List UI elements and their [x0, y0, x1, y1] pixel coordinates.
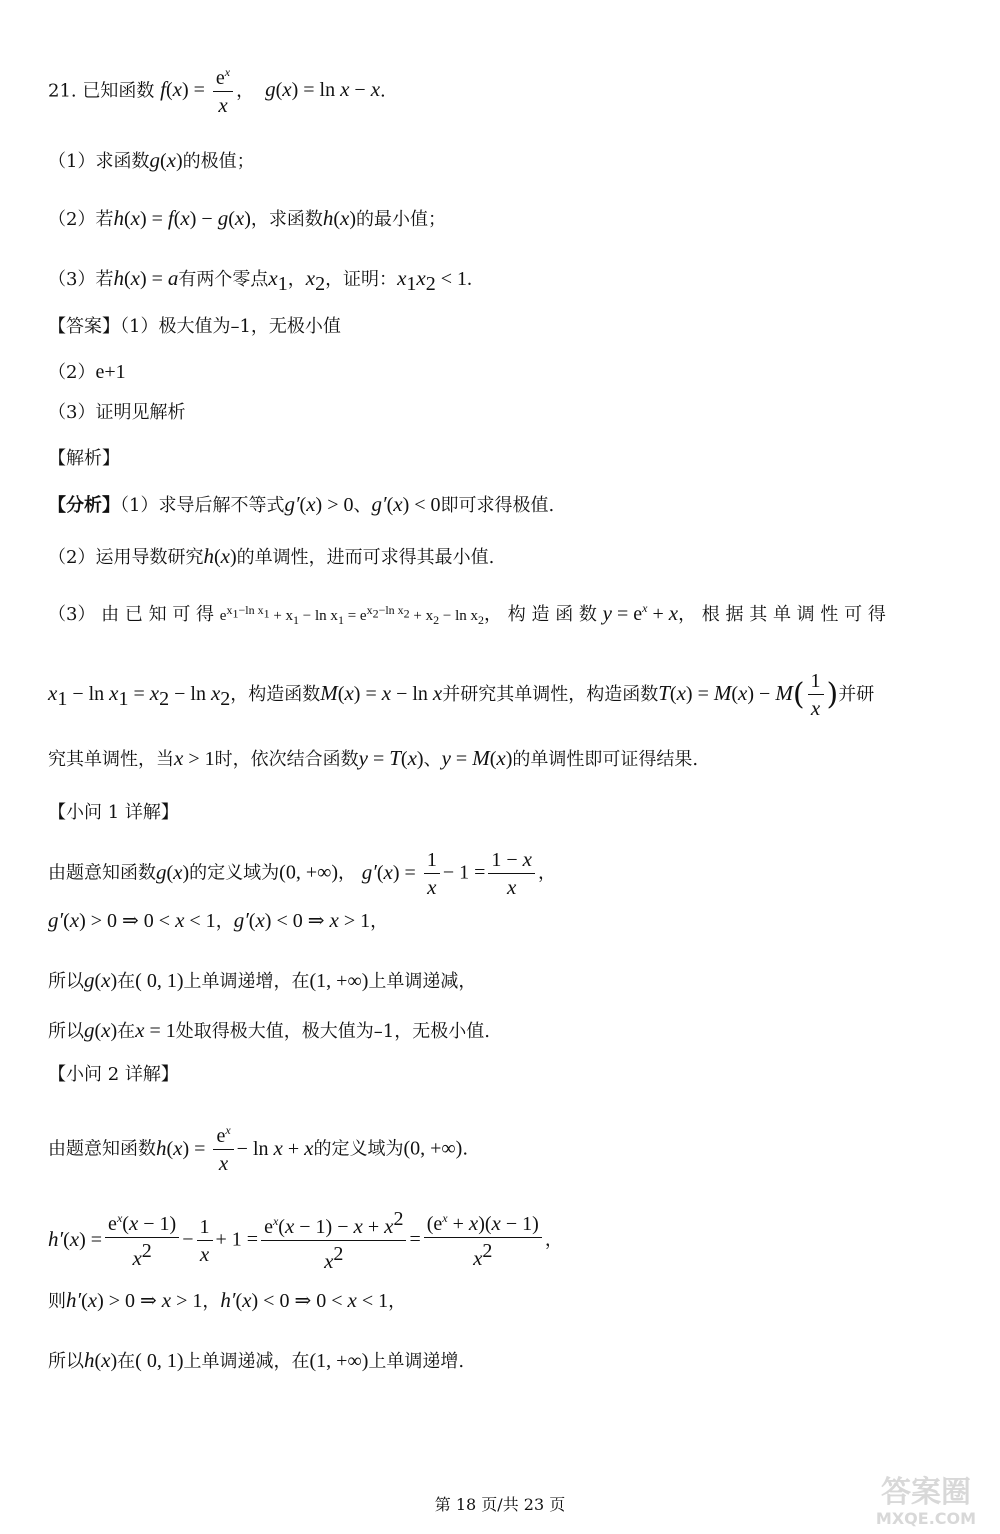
f-definition: f(x) = $\frac{e^x}{x}$	[160, 77, 236, 101]
problem-part-1: （1）求函数g(x)的极值；	[48, 148, 255, 172]
problem-part-3: （3）若h(x) = a有两个零点$x_1$，$x_2$，证明：$x_1x_2 < 1$.	[48, 266, 472, 296]
step2-tag: 【小问 2 详解】	[48, 1064, 179, 1085]
problem-statement: 21. 已知函数 f(x) = $\frac{e^x}{x}$ ， g(x) = ln x − x.	[48, 65, 386, 118]
step1-line-4: 所以g(x)在x = 1处取得极大值，极大值为–1，无极小值.	[48, 1018, 490, 1042]
watermark-logo	[866, 1470, 986, 1528]
step1-line-2: g′(x) > 0 ⇒ 0 < x < 1，g′(x) < 0 ⇒ x > 1，	[48, 908, 389, 932]
answer-line-2: （2）e+1	[48, 361, 126, 383]
step2-line-4: 所以h(x)在( 0, 1)上单调递减，在(1, +∞)上单调递增.	[48, 1348, 465, 1372]
analysis-line-4: $x_1 - \ln x_1 = x_2 - \ln x_2$，构造函数M(x) = x − ln x并研究其单调性，构造函数T(x) = M(x) − M( $\frac{1}{x}$ )并研	[48, 670, 875, 720]
watermark-text-cn: 答案圈	[881, 1475, 971, 1510]
step2-line-1: 由题意知函数h(x) = $\frac{e^x}{x}$ − ln x + x的定义域为(0, +∞).	[48, 1123, 469, 1176]
page-footer: 第 18 页/共 23 页	[434, 1495, 566, 1514]
analysis-line-1: 【分析】（1）求导后解不等式g′(x) > 0、g′(x) < 0即可求得极值.	[48, 492, 555, 516]
analysis-line-2: （2）运用导数研究h(x)的单调性，进而可求得其最小值.	[48, 544, 495, 568]
answer-tag: 【答案】	[48, 316, 120, 337]
analysis-tag: 【解析】	[48, 448, 120, 469]
answer-line-3: （3）证明见解析	[48, 402, 186, 423]
problem-part-2: （2）若h(x) = f(x) − g(x)，求函数h(x)的最小值；	[48, 206, 447, 230]
g-definition: g(x) = ln x − x	[259, 77, 381, 102]
analysis-line-3: （3） 由 已 知 可 得 $e^{x_1-ln x_1} + x_1 - \ln x_1 = e^{x_2-ln x_2} + x_2 - \ln x_2$， 构 造 函 数 $y = e^x + x$， 根 据 其 单 调 性 可 得	[48, 601, 886, 627]
answer-line-1: 【答案】（1）极大值为–1，无极小值	[48, 316, 341, 337]
step2-line-2: h′(x) = $\frac{e^x(x - 1)}{x^2}$ − $\frac{1}{x}$ + 1 = $\frac{e^x(x - 1) - x + x^2}{x^2}$ = $\frac{(e^x + x)(x - 1)}{x^2}$ ，	[48, 1208, 563, 1274]
step1-tag: 【小问 1 详解】	[48, 802, 179, 823]
problem-number: 21. 已知函数	[48, 80, 155, 102]
step1-line-3: 所以g(x)在( 0, 1)上单调递增，在(1, +∞)上单调递减，	[48, 968, 477, 992]
step1-line-1: 由题意知函数g(x)的定义域为(0, +∞)， g′(x) = $\frac{1}{x}$ − 1 = $\frac{1 - x}{x}$ ，	[48, 847, 556, 900]
step2-line-3: 则h′(x) > 0 ⇒ x > 1，h′(x) < 0 ⇒ 0 < x < 1，	[48, 1288, 407, 1312]
analysis-line-5: 究其单调性，当x > 1时，依次结合函数y = T(x)、y = M(x)的单调性即可证得结果.	[48, 746, 699, 770]
watermark-text-url: MXQE.COM	[875, 1509, 977, 1528]
